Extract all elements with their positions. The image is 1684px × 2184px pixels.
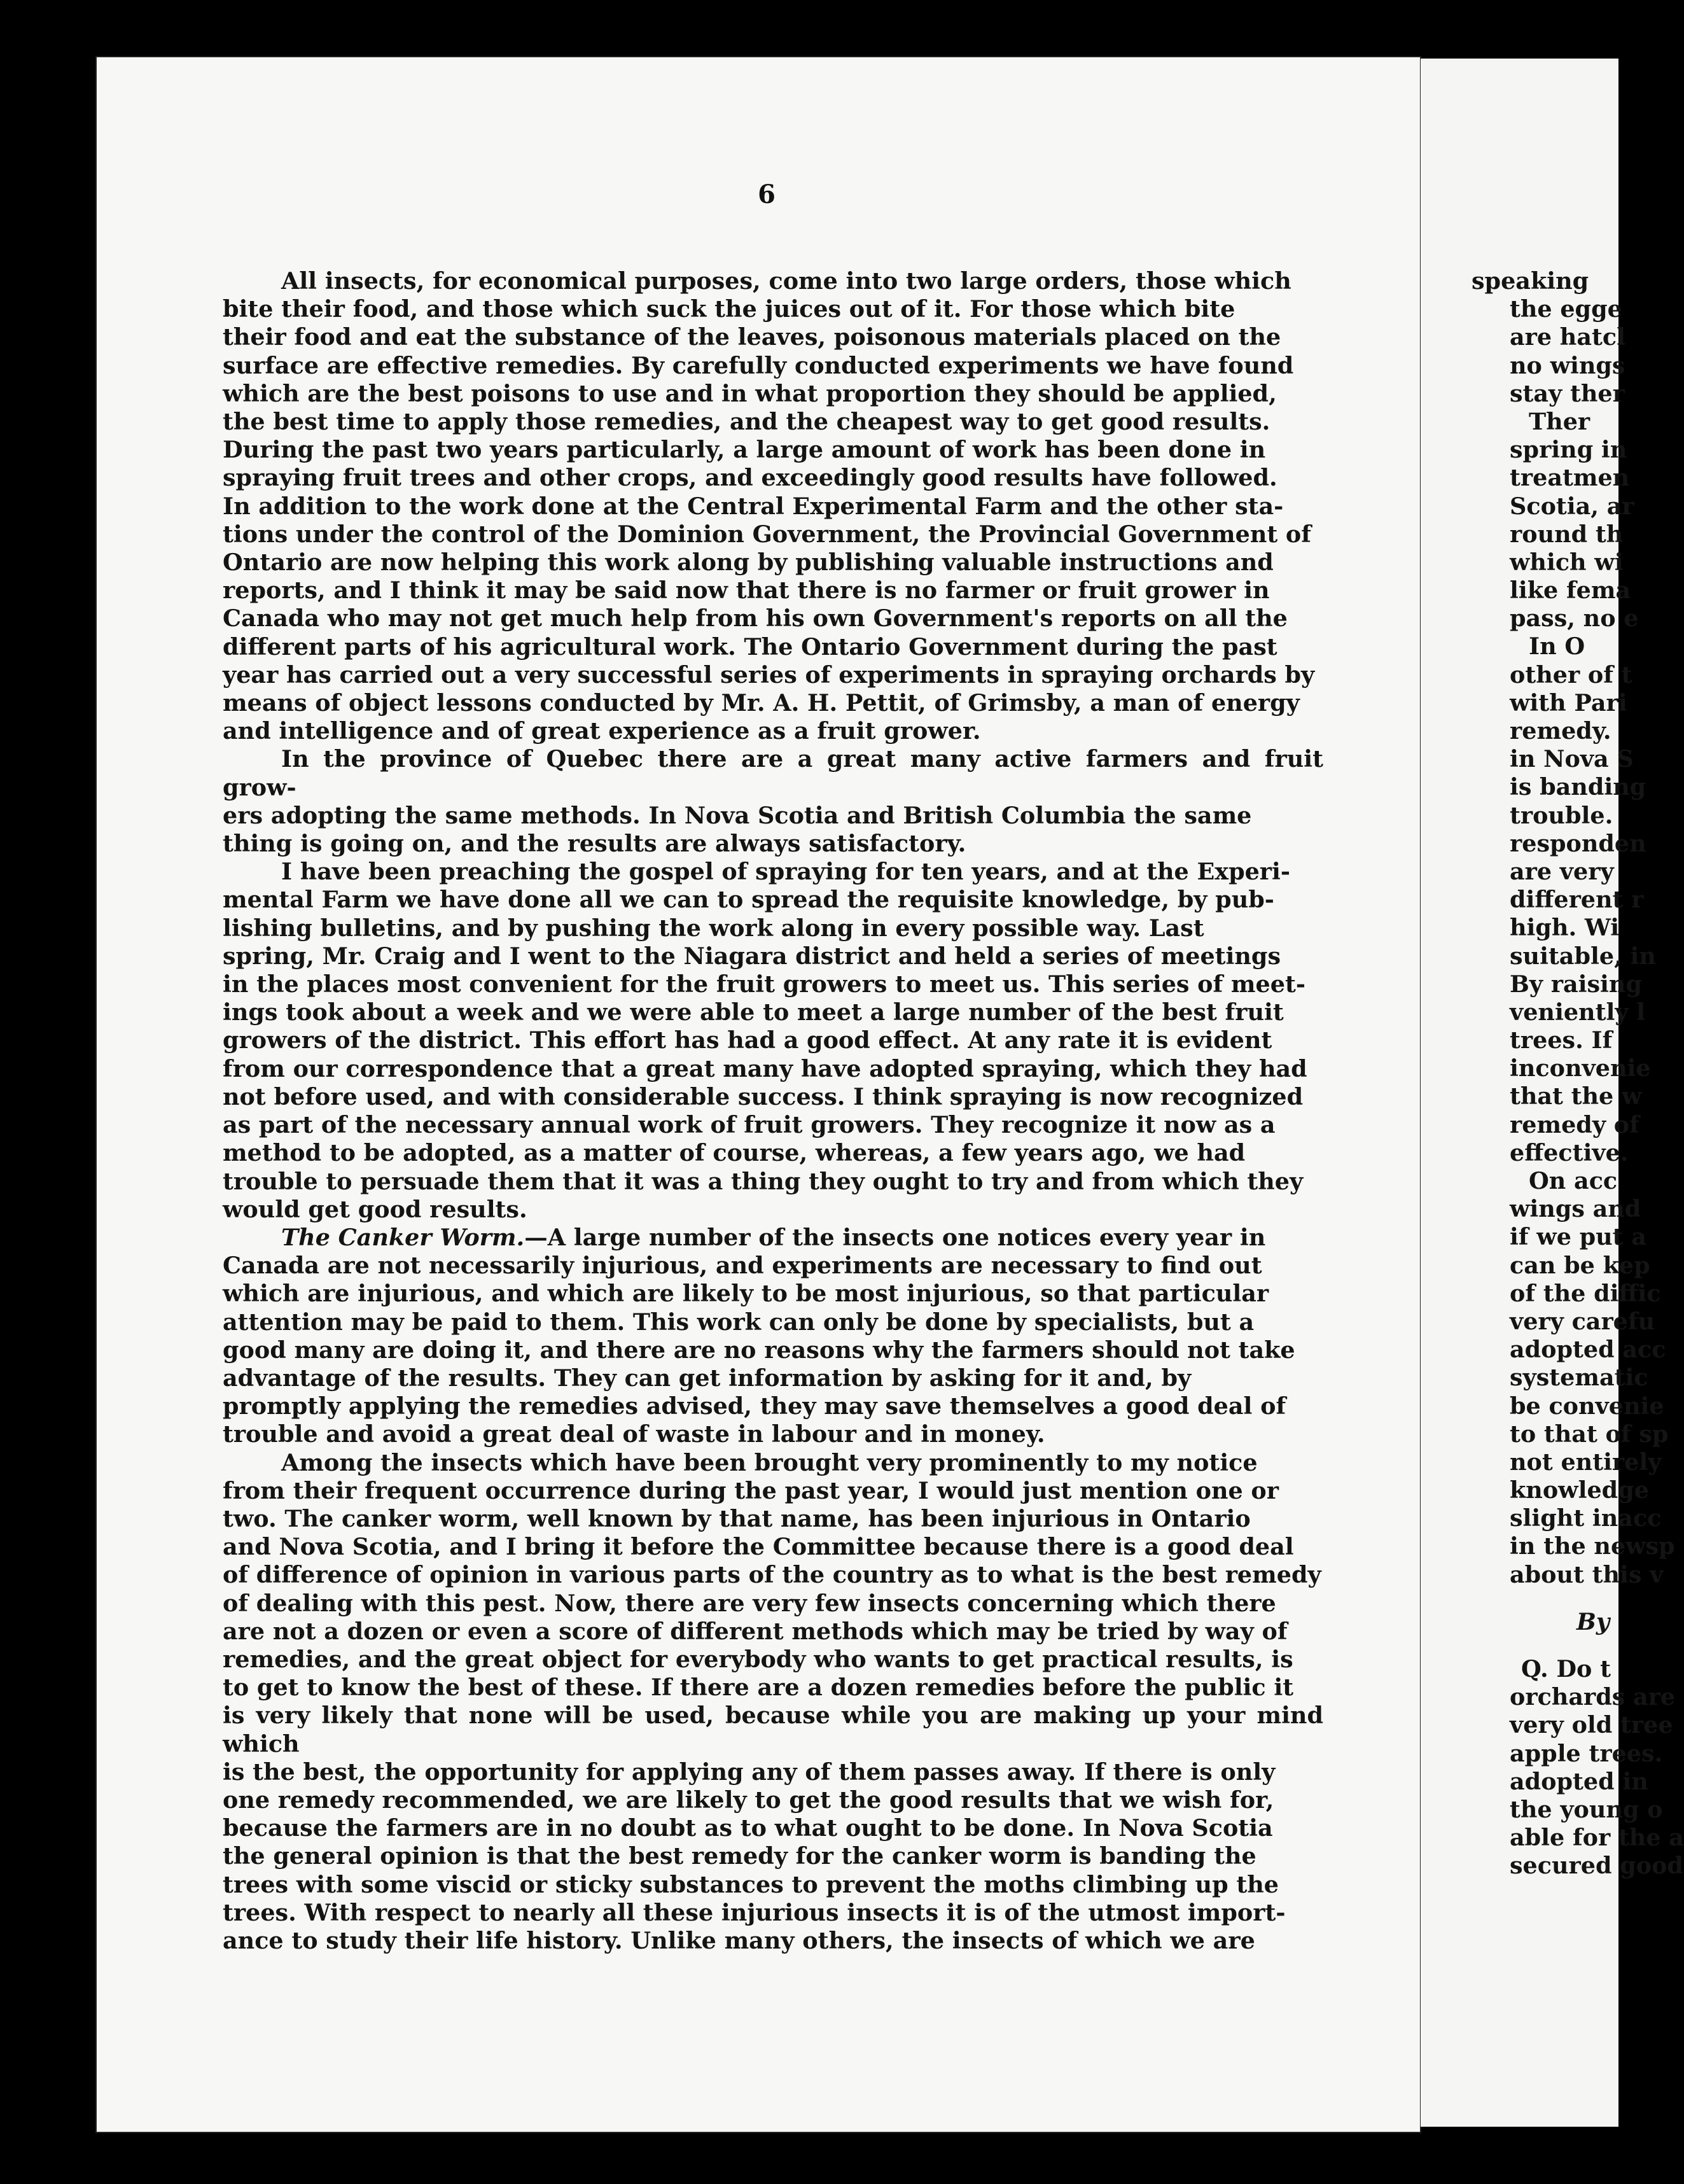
- right-page-line: By: [1576, 1607, 1610, 1635]
- right-page-line: to that of sp: [1510, 1420, 1669, 1448]
- right-page-line: veniently l: [1510, 998, 1646, 1026]
- right-page-line: remedy of: [1510, 1110, 1639, 1138]
- right-page-line: Q. Do t: [1521, 1655, 1611, 1683]
- right-page-line: systematic: [1510, 1364, 1648, 1392]
- right-page-line: speaking: [1472, 267, 1589, 295]
- right-page-line: [1472, 1589, 1624, 1608]
- right-page-line: Scotia, ar: [1510, 492, 1634, 520]
- paragraph-canker-worm: [223, 1224, 1323, 1449]
- right-page-line: Ther: [1529, 407, 1590, 435]
- right-page-line: can be kep: [1510, 1251, 1650, 1279]
- right-page-line: in Nova S: [1510, 745, 1634, 773]
- right-page-line: adopted in: [1510, 1767, 1648, 1795]
- right-page-line: the young o: [1510, 1795, 1663, 1823]
- right-page-line: trouble.: [1510, 801, 1613, 829]
- right-page-line: slight inacc: [1510, 1504, 1662, 1532]
- right-page-line: stay ther: [1510, 379, 1625, 407]
- right-page-line: By raising: [1510, 970, 1642, 998]
- right-page-line: are very: [1510, 857, 1614, 885]
- right-page-line: suitable, in: [1510, 942, 1656, 970]
- right-page-line: knowledge: [1510, 1476, 1649, 1504]
- right-page-line: not entirely: [1510, 1448, 1662, 1476]
- paragraph-quebec: In the province of Quebec there are a great many active farmers and fruit grow- ers adopting the same methods. In Nova Scotia and British Columbia the same thing is going on, and the results are always satisfactory.: [223, 745, 1323, 858]
- right-page-line: of the diffic: [1510, 1279, 1661, 1307]
- right-page-line: inconvenie: [1510, 1054, 1651, 1082]
- right-page-line: [1472, 1636, 1624, 1655]
- right-page-line: apple trees.: [1510, 1739, 1663, 1767]
- right-page-line: remedy.: [1510, 717, 1611, 745]
- right-page-line: pass, no e: [1510, 605, 1639, 633]
- right-page-line: able for the a: [1510, 1824, 1684, 1852]
- right-page-line: wings and: [1510, 1195, 1641, 1223]
- right-page-line: responden: [1510, 829, 1646, 857]
- right-page-line: if we put a: [1510, 1223, 1646, 1251]
- section-title-canker-worm: The Canker Worm.: [281, 1223, 525, 1251]
- right-page-line: very old tree: [1510, 1711, 1673, 1739]
- right-page-line: are hatcl: [1510, 323, 1625, 351]
- right-page-line: adopted acc: [1510, 1336, 1666, 1364]
- paragraph-spraying-gospel: I have been preaching the gospel of spraying for ten years, and at the Experi- mental Farm we have done all we can to spread the requisite knowledge, by pub- lishing bulletins, and by pushing the work along in every possible way. Last spring, Mr. Craig and I went to the Niagara district and held a series of meetings in the places most convenient for the fruit growers to meet us. This series of meet- ings took about a week and we were able to meet a large number of the best fruit growers of the district. This effort has had a good effect. At any rate it is evident from our correspondence that a great many have adopted spraying, which they had not before used, and with considerable success. I think spraying is now recognized as part of the necessary annual work of fruit growers. They recognize it now as a method to be adopted, as a matter of course, whereas, a few years ago, we had trouble to persuade them that it was a thing they ought to try and from which they would get good results.: [223, 858, 1307, 1223]
- right-page-line: the egge: [1510, 295, 1622, 323]
- right-page-line: other of t: [1510, 661, 1632, 689]
- paragraph-insect-orders: All insects, for economical purposes, come into two large orders, those which bite their food, and those which suck the juices out of it. For those which bite their food and eat the substance of the leaves, poisonous materials placed on the surface are effective remedies. By carefully conducted experiments we have found which are the best poisons to use and in what proportion they should be applied, the best time to apply those remedies, and the cheapest way to get good results. During the past two years particularly, a large amount of work has been done in spraying fruit trees and other crops, and exceedingly good results have followed. In addition to the work done at the Central Experimental Farm and the other sta- tions under the control of the Dominion Government, the Provincial Government of Ontario are now helping this work along by publishing valuable instructions and reports, and I think it may be said now that there is no farmer or fruit grower in Canada who may not get much help from his own Government's reports on all the different parts of his agricultural work. The Ontario Government during the past year has carried out a very successful series of experiments in spraying orchards by means of object lessons conducted by Mr. A. H. Pettit, of Grimsby, a man of energy and intelligence and of great experience as a fruit grower.: [223, 267, 1315, 745]
- right-page-line: spring in: [1510, 436, 1627, 464]
- right-page-line: orchards are: [1510, 1683, 1676, 1711]
- right-page-line: trees. If: [1510, 1026, 1613, 1054]
- right-page-line: In O: [1529, 633, 1585, 661]
- right-page-line: be convenie: [1510, 1392, 1664, 1420]
- right-page-line: which wi: [1510, 548, 1624, 576]
- right-page-line: round th: [1510, 520, 1624, 548]
- right-page-line: that the w: [1510, 1082, 1642, 1110]
- right-page-line: no wings: [1510, 351, 1625, 379]
- right-page-line: effective.: [1510, 1138, 1629, 1166]
- page-number: 6: [758, 179, 776, 209]
- right-page-line: in the newsp: [1510, 1532, 1675, 1560]
- right-page-line: with Pari: [1510, 689, 1627, 717]
- right-page-line: high. Wi: [1510, 914, 1620, 942]
- right-page-line: treatmen: [1510, 464, 1630, 492]
- right-page-line: different r: [1510, 886, 1644, 914]
- paragraph-canker-worm-body: —A large number of the insects one notices every year in Canada are not necessarily injurious, and experiments are necessary to find out which are injurious, and which are likely to be most injurious, so that particular attention may be paid to them. This work can only be done by specialists, but a good many are doing it, and there are no reasons why the farmers should not take advantage of the results. They can get information by asking for it and, by promptly applying the remedies advised, they may save themselves a good deal of trouble and avoid a great deal of waste in labour and in money.: [223, 1223, 1295, 1448]
- right-page-line: On acc: [1529, 1167, 1618, 1194]
- right-page-line: about this v: [1510, 1560, 1664, 1588]
- right-page-line: is banding: [1510, 773, 1646, 801]
- right-page-text-column: [1472, 267, 1684, 1880]
- right-page-line: like fema: [1510, 577, 1631, 605]
- right-page-line: secured good: [1510, 1852, 1683, 1880]
- paragraph-canker-worm-notice: Among the insects which have been brought very prominently to my notice from their frequent occurrence during the past year, I would just mention one or two. The canker worm, well known by that name, has been injurious in Ontario and Nova Scotia, and I bring it before the Committee because there is a good deal of difference of opinion in various parts of the country as to what is the best remedy of dealing with this pest. Now, there are very few insects concerning which there are not a dozen or even a score of different methods which may be tried by way of remedies, and the great object for everybody who wants to get practical results, is to get to know the best of these. If there are a dozen remedies before the public it is very likely that none will be used, because while you are making up your mind which is the best, the opportunity for applying any of them passes away. If there is only one remedy recommended, we are likely to get the good results that we wish for, because the farmers are in no doubt as to what ought to be done. In Nova Scotia the general opinion is that the best remedy for the canker worm is banding the trees with some viscid or sticky substances to prevent the moths climbing up the trees. With respect to nearly all these injurious insects it is of the utmost import- ance to study their life history. Unlike many others, the insects of which we are: [223, 1448, 1323, 1954]
- main-text-column: [223, 267, 1323, 1955]
- right-page-line: very carefu: [1510, 1307, 1655, 1335]
